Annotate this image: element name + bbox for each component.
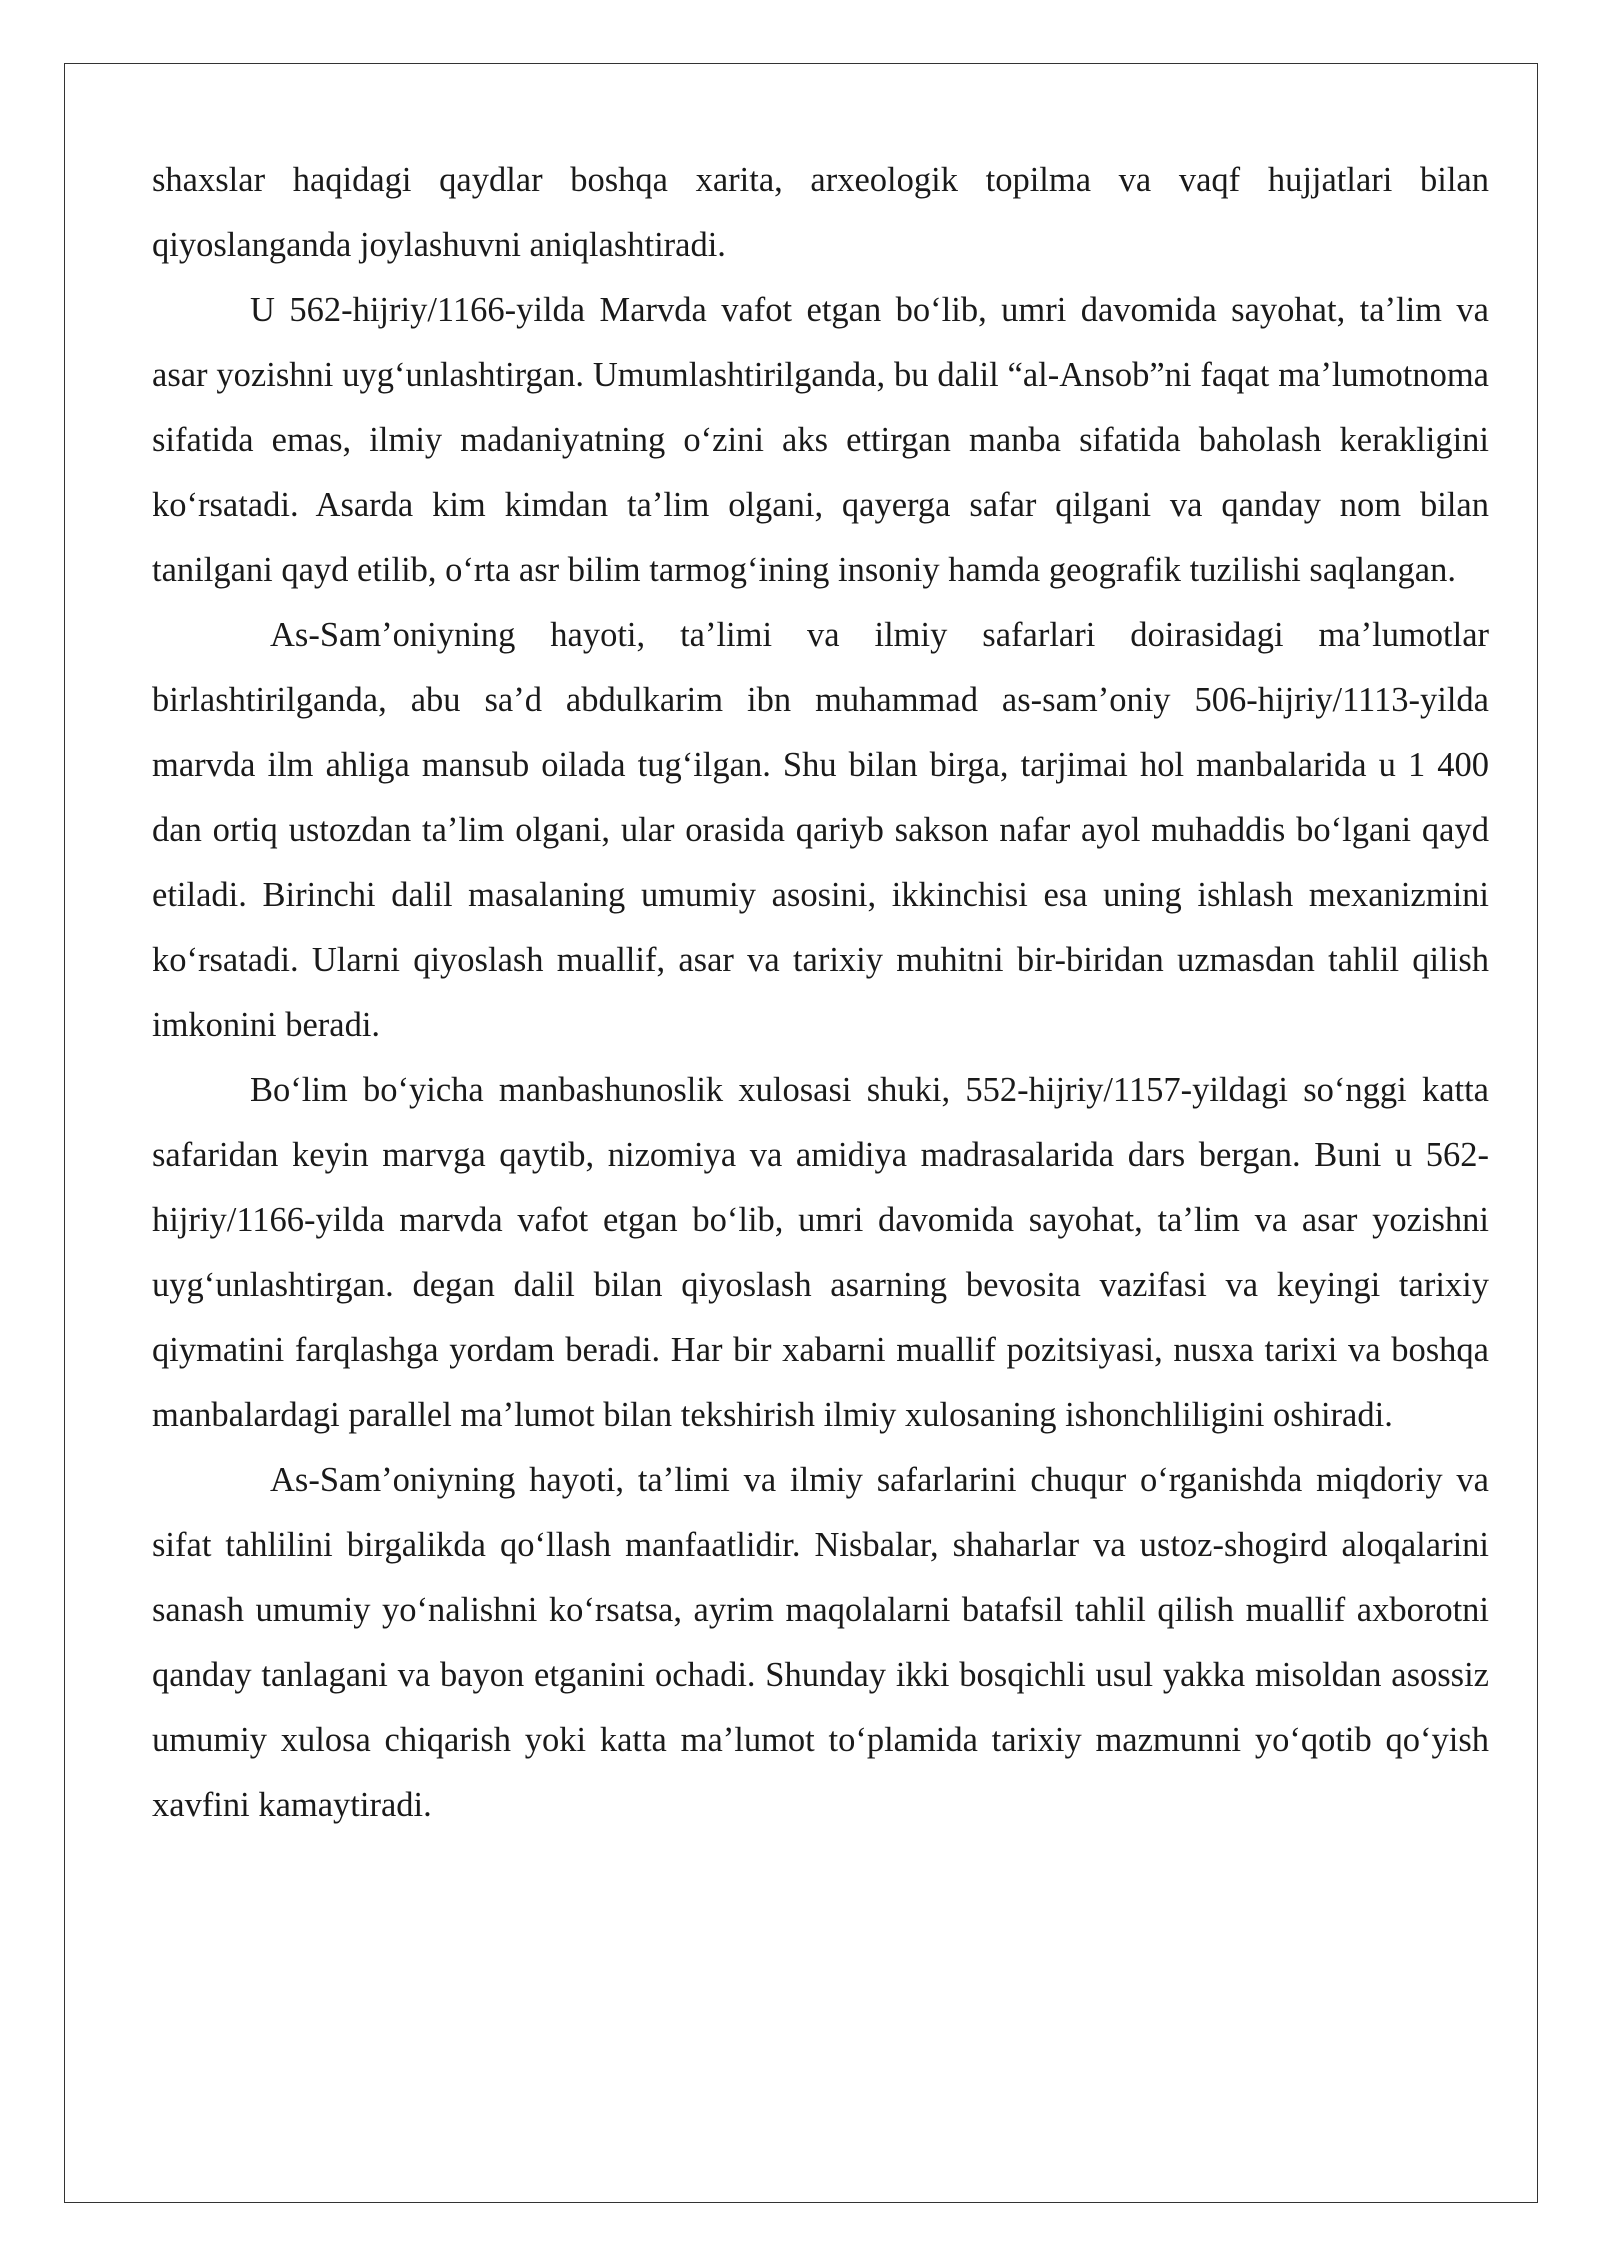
document-body	[152, 148, 1489, 1838]
paragraph-5: As-Samʼoniyning hayoti, taʼlimi va ilmiy safarlarini chuqur oʻrganishda miqdoriy va sifat tahlilini birgalikda qoʻllash manfaatlidir. Nisbalar, shaharlar va ustoz-shogird aloqalarini sanash umumiy yoʻnalishni koʻrsatsa, ayrim maqolalarni batafsil tahlil qilish muallif axborotni qanday tanlagani va bayon etganini ochadi. Shunday ikki bosqichli usul yakka misoldan asossiz umumiy xulosa chiqarish yoki katta maʼlumot toʻplamida tarixiy mazmunni yoʻqotib qoʻyish xavfini kamaytiradi.	[152, 1461, 1489, 1824]
paragraph-2: U 562-hijriy/1166-yilda Marvda vafot etgan boʻlib, umri davomida sayohat, taʼlim va asar yozishni uygʻunlashtirgan. Umumlashtirilganda, bu dalil “al-Ansob”ni faqat maʼlumotnoma sifatida emas, ilmiy madaniyatning oʻzini aks ettirgan manba sifatida baholash kerakligini koʻrsatadi. Asarda kim kimdan taʼlim olgani, qayerga safar qilgani va qanday nom bilan tanilgani qayd etilib, oʻrta asr bilim tarmogʻining insoniy hamda geografik tuzilishi saqlangan.	[152, 291, 1489, 589]
paragraph-4: Boʻlim boʻyicha manbashunoslik xulosasi shuki, 552-hijriy/1157-yildagi soʻnggi katta safaridan keyin marvga qaytib, nizomiya va amidiya madrasalarida dars bergan. Buni u 562-hijriy/1166-yilda marvda vafot etgan boʻlib, umri davomida sayohat, taʼlim va asar yozishni uygʻunlashtirgan. degan dalil bilan qiyoslash asarning bevosita vazifasi va keyingi tarixiy qiymatini farqlashga yordam beradi. Har bir xabarni muallif pozitsiyasi, nusxa tarixi va boshqa manbalardagi parallel maʼlumot bilan tekshirish ilmiy xulosaning ishonchliligini oshiradi.	[152, 1071, 1489, 1434]
paragraph-continuation: shaxslar haqidagi qaydlar boshqa xarita, arxeologik topilma va vaqf hujjatlari bilan qiyoslanganda joylashuvni aniqlashtiradi.	[152, 161, 1489, 264]
paragraph-3: As-Samʼoniyning hayoti, taʼlimi va ilmiy safarlari doirasidagi maʼlumotlar birlashtirilganda, abu saʼd abdulkarim ibn muhammad as-samʼoniy 506-hijriy/1113-yilda marvda ilm ahliga mansub oilada tugʻilgan. Shu bilan birga, tarjimai hol manbalarida u 1 400 dan ortiq ustozdan taʼlim olgani, ular orasida qariyb sakson nafar ayol muhaddis boʻlgani qayd etiladi. Birinchi dalil masalaning umumiy asosini, ikkinchisi esa uning ishlash mexanizmini koʻrsatadi. Ularni qiyoslash muallif, asar va tarixiy muhitni bir-biridan uzmasdan tahlil qilish imkonini beradi.	[152, 616, 1489, 1044]
